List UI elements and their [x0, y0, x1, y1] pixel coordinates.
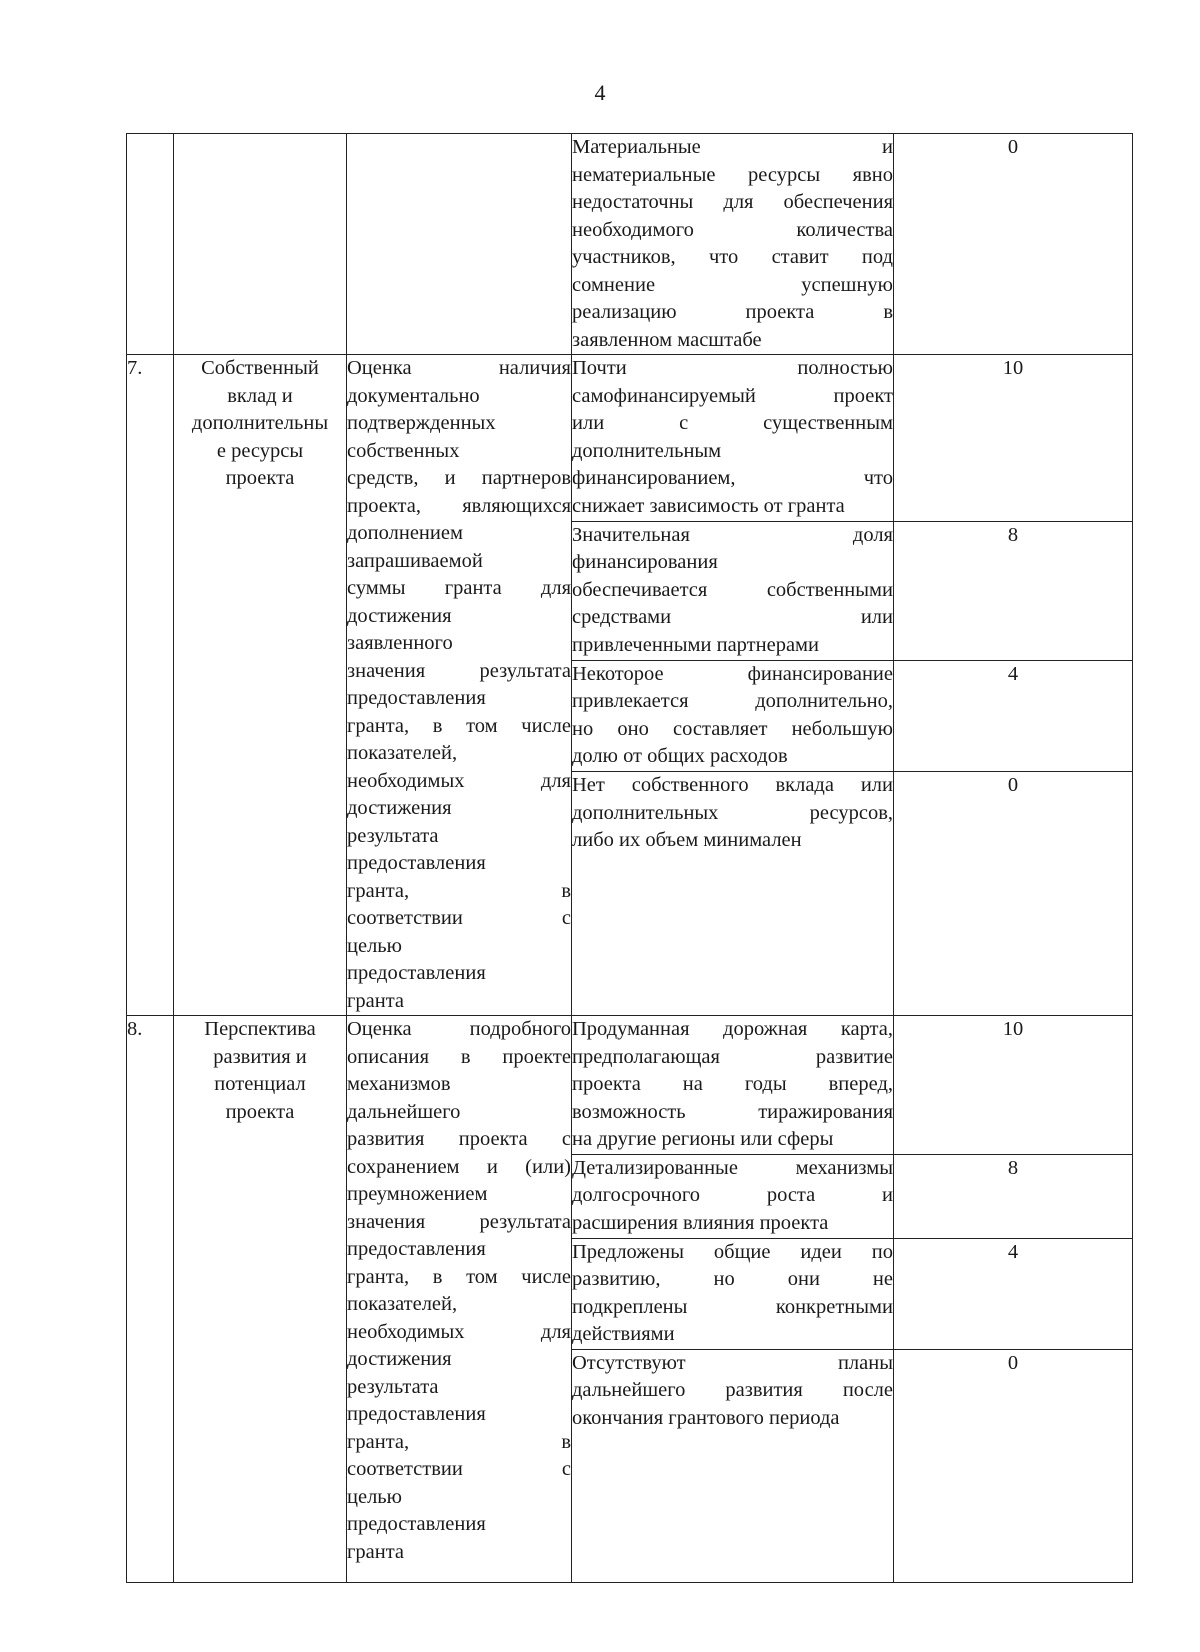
text-line: е ресурсы [216, 439, 304, 462]
text-line: привлекается дополнительно, [572, 690, 893, 713]
text-line: проекта, являющихся [347, 494, 571, 517]
text-line: проекта [225, 467, 295, 489]
text-line: сомнение успешную [572, 273, 893, 296]
text-line: участников, что ставит под [572, 246, 893, 268]
text-line: целью [347, 1485, 402, 1508]
text-line: целью [347, 934, 402, 957]
text-line: собственных [347, 439, 460, 462]
criterion-level-text [572, 1238, 894, 1349]
text-line: Оценка подробного [347, 1018, 571, 1040]
text-line: сохранением и (или) [347, 1155, 571, 1178]
criterion-level-text [572, 355, 894, 522]
criterion-level-text [572, 1016, 894, 1155]
text-line: необходимых для [347, 769, 571, 792]
text-line: гранта, в [347, 879, 571, 902]
cell-number [127, 134, 174, 355]
criterion-level-text [572, 660, 894, 771]
text-line: дальнейшего развития после [572, 1379, 893, 1401]
text-line: реализацию проекта в [572, 301, 893, 323]
text-line: финансированием, что [572, 467, 893, 489]
text-line: значения результата [347, 1210, 571, 1233]
text-line: подтвержденных [347, 412, 496, 434]
evaluation-criteria-table [126, 133, 1133, 1583]
text-line: Оценка наличия [347, 357, 571, 379]
criterion-name [174, 1016, 347, 1583]
text-line: соответствии с [347, 1458, 571, 1480]
text-line: окончания грантового периода [572, 1406, 840, 1429]
text-line: либо их объем минимален [572, 829, 802, 852]
text-line: результата [347, 1375, 439, 1398]
text-line: показателей, [347, 742, 458, 764]
text-line: показателей, [347, 1293, 458, 1315]
table-row [127, 355, 1133, 522]
text-line: развития и [213, 1045, 307, 1068]
text-line: развитию, но они не [572, 1268, 893, 1290]
text-line: механизмов [347, 1073, 451, 1095]
text-line: гранта [347, 1540, 405, 1563]
criterion-score: 10 [894, 355, 1133, 522]
row-number: 8. [127, 1016, 174, 1583]
text-line: предоставления [347, 1238, 486, 1260]
text-line: обеспечивается собственными [572, 578, 893, 601]
text-line: дополнительных ресурсов, [572, 801, 893, 824]
criterion-score: 0 [894, 1349, 1133, 1583]
text-line: документально [347, 384, 480, 407]
criterion-score: 0 [894, 772, 1133, 1016]
text-line: предполагающая развитие [572, 1045, 893, 1068]
text-line: потенциал [214, 1073, 306, 1095]
cell-criterion-description [347, 134, 572, 355]
text-line: предоставления [347, 1513, 486, 1535]
text-line: на другие регионы или сферы [572, 1128, 834, 1150]
text-line: Предложены общие идеи по [572, 1240, 893, 1263]
text-line: развития проекта с [347, 1128, 571, 1150]
criterion-score: 8 [894, 521, 1133, 660]
criterion-level-text [572, 772, 894, 1016]
text-line: долю от общих расходов [572, 745, 788, 768]
text-line: гранта, в [347, 1430, 571, 1453]
text-line: Материальные и [572, 136, 893, 158]
table-row [127, 134, 1133, 355]
text-line: дополнительны [191, 412, 329, 434]
text-line: Некоторое финансирование [572, 662, 893, 685]
text-line: Почти полностью [572, 357, 893, 379]
criterion-level-text [572, 521, 894, 660]
text-line: или с существенным [572, 412, 893, 434]
text-line: предоставления [347, 852, 486, 874]
text-line: достижения [347, 797, 452, 819]
text-line: необходимого количества [572, 218, 893, 241]
row-number: 7. [127, 355, 174, 1016]
text-line: Собственный [201, 357, 319, 379]
text-line: проекта на годы вперед, [572, 1073, 893, 1095]
text-line: Отсутствуют планы [572, 1351, 893, 1374]
text-line: преумножением [347, 1183, 488, 1205]
criterion-name [174, 355, 347, 1016]
criterion-description [347, 355, 572, 1016]
criterion-score: 8 [894, 1154, 1133, 1238]
text-line: Значительная доля [572, 523, 893, 546]
criterion-score: 10 [894, 1016, 1133, 1155]
cell-criterion-name [174, 134, 347, 355]
text-line: гранта [347, 989, 405, 1012]
text-line: дополнением [347, 522, 463, 544]
criterion-score: 0 [894, 134, 1133, 355]
text-line: подкреплены конкретными [572, 1295, 893, 1318]
text-line: Детализированные механизмы [572, 1156, 893, 1179]
text-line: необходимых для [347, 1320, 571, 1343]
text-line: результата [347, 824, 439, 847]
text-line: дополнительным [572, 439, 722, 462]
text-line: Продуманная дорожная карта, [572, 1018, 893, 1040]
text-line: значения результата [347, 659, 571, 682]
text-line: нематериальные ресурсы явно [572, 163, 893, 186]
text-line: но оно составляет небольшую [572, 717, 893, 740]
text-line: дальнейшего [347, 1100, 461, 1123]
text-line: предоставления [347, 1403, 486, 1425]
text-line: достижения [347, 1348, 452, 1370]
text-line: гранта, в том числе [347, 1265, 571, 1288]
text-line: гранта, в том числе [347, 714, 571, 737]
criterion-score: 4 [894, 1238, 1133, 1349]
text-line: средств, и партнеров [347, 467, 571, 489]
text-line: проекта [225, 1100, 295, 1123]
page-number: 4 [594, 80, 606, 105]
criterion-level-text [572, 134, 894, 355]
text-line: недостаточны для обеспечения [572, 191, 893, 213]
text-line: расширения влияния проекта [572, 1211, 829, 1234]
text-line: заявленном масштабе [572, 328, 762, 351]
text-line: суммы гранта для [347, 577, 571, 599]
criterion-description [347, 1016, 572, 1583]
table-row [127, 1016, 1133, 1155]
text-line: заявленного [347, 632, 453, 654]
text-line: возможность тиражирования [572, 1100, 893, 1123]
text-line: действиями [572, 1323, 675, 1345]
text-line: финансирования [572, 551, 718, 574]
criterion-level-text [572, 1154, 894, 1238]
text-line: Нет собственного вклада или [572, 774, 893, 797]
text-line: привлеченными партнерами [572, 633, 819, 656]
text-line: достижения [347, 604, 452, 627]
text-line: Перспектива [204, 1018, 316, 1040]
text-line: соответствии с [347, 907, 571, 929]
text-line: самофинансируемый проект [572, 384, 893, 407]
criterion-score: 4 [894, 660, 1133, 771]
criterion-level-text [572, 1349, 894, 1583]
text-line: снижает зависимость от гранта [572, 494, 845, 517]
text-line: средствами или [572, 606, 893, 629]
text-line: запрашиваемой [347, 549, 483, 572]
text-line: предоставления [347, 962, 486, 984]
text-line: долгосрочного роста и [572, 1184, 893, 1206]
text-line: описания в проекте [347, 1045, 571, 1068]
text-line: предоставления [347, 687, 486, 709]
text-line: вклад и [227, 384, 293, 407]
